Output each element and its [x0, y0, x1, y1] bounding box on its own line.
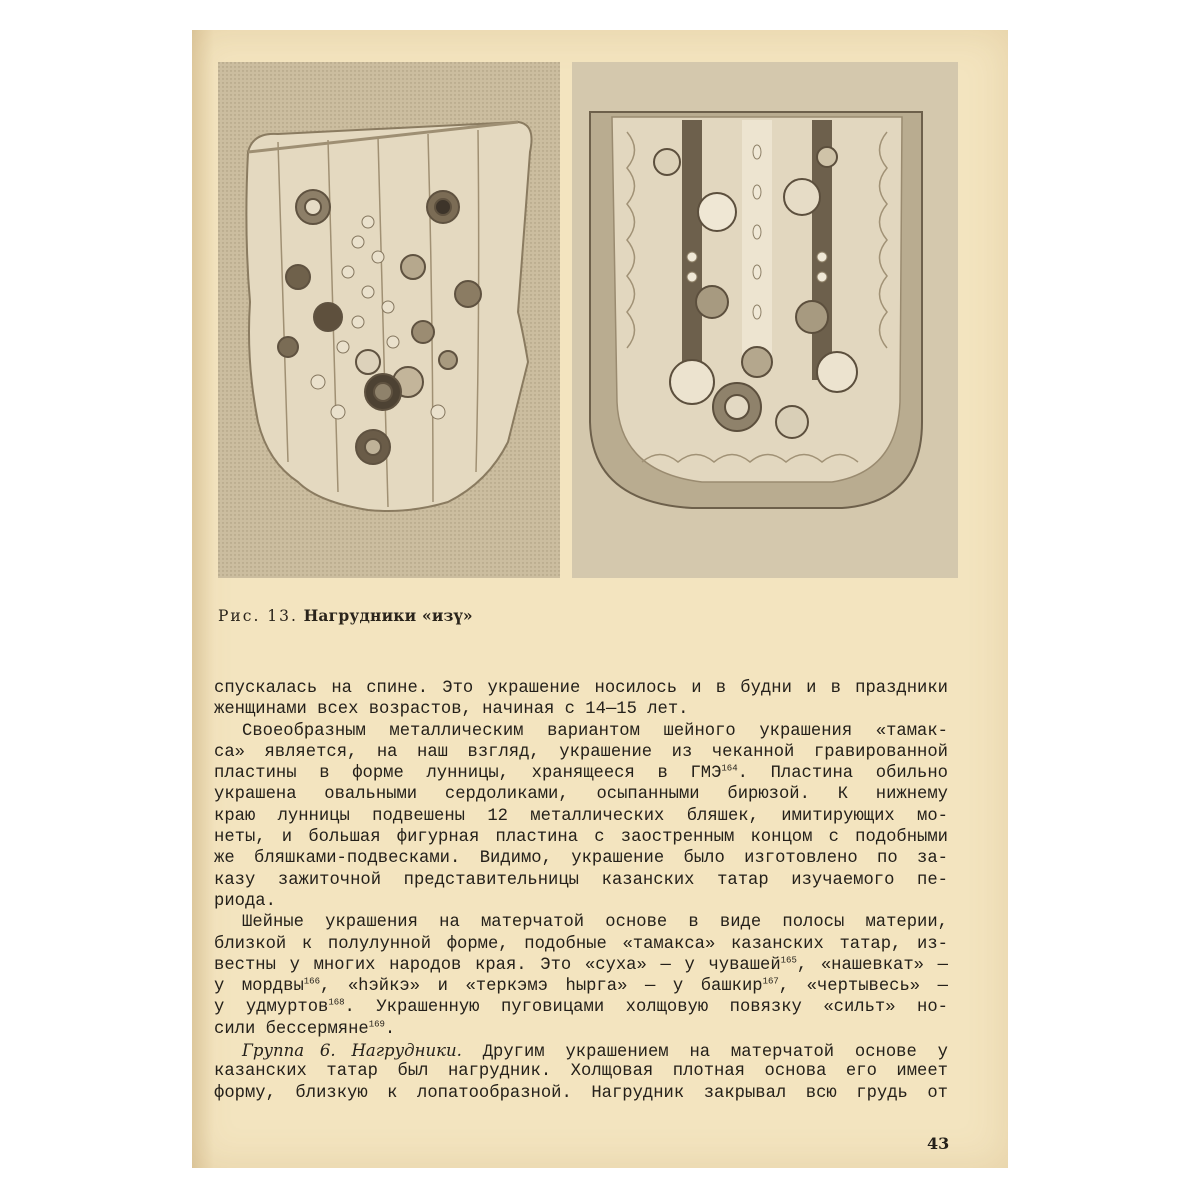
text-line: [214, 827, 948, 848]
text-run: казу зажиточной представительницы казанских татар изучаемого пе-: [214, 870, 948, 890]
text-run: краю лунницы подвешены 12 металлических бляшек, имитирующих мо-: [214, 806, 948, 826]
page-number: 43: [927, 1134, 950, 1153]
text-run: пластины в форме лунницы, хранящееся в ГМЭ: [214, 764, 722, 784]
text-run: . Пластина обильно: [737, 764, 948, 784]
page-edge-shadow: [192, 30, 214, 1168]
text-line: [214, 870, 948, 891]
text-run: .: [384, 1019, 396, 1039]
text-line: [214, 742, 948, 763]
text-line: [214, 1040, 948, 1061]
text-run: , «һэйкэ» и «теркэмэ һырга» — у башкир: [319, 977, 763, 997]
footnote-ref: 166: [303, 976, 320, 987]
text-run: Другим украшением на матерчатой основе у: [461, 1043, 948, 1063]
text-line: [214, 891, 948, 912]
text-line: [214, 784, 948, 805]
text-line: [214, 1019, 948, 1040]
text-run: Шейные украшения на матерчатой основе в виде полосы материи,: [242, 913, 948, 933]
body-text: [214, 678, 948, 1104]
footnote-ref: 167: [762, 976, 779, 987]
footnote-ref: 165: [780, 955, 797, 966]
text-run: спускалась на спине. Это украшение носилось и в будни и в праздники: [214, 679, 948, 698]
text-line: [214, 997, 948, 1018]
breastplate-photo-left: [218, 62, 560, 578]
text-line: [214, 763, 948, 784]
italic-heading: Группа 6. Нагрудники.: [242, 1041, 462, 1061]
footnote-ref: 164: [721, 763, 738, 774]
breastplate-photo-right: [572, 62, 958, 578]
text-run: близкой к полулунной форме, подобные «тамакса» казанских татар, из-: [214, 934, 948, 954]
text-run: , «чертывесь» —: [778, 977, 948, 997]
text-line: [214, 1061, 948, 1082]
text-run: риода.: [214, 891, 276, 911]
footnote-ref: 168: [328, 997, 345, 1008]
text-run: . Украшенную пуговицами холщовую повязку «сильт» но-: [344, 998, 948, 1018]
text-run: у удмуртов: [214, 998, 329, 1018]
text-line: [214, 1083, 948, 1104]
text-run: вестны у многих народов края. Это «суха» — у чувашей: [214, 955, 781, 975]
footnote-ref: 169: [368, 1019, 385, 1030]
text-line: [214, 912, 948, 933]
text-line: [214, 955, 948, 976]
text-run: сили бессермяне: [214, 1019, 369, 1039]
text-line: [214, 934, 948, 955]
text-line: [214, 976, 948, 997]
text-line: [214, 848, 948, 869]
text-run: женщинами всех возрастов, начиная с 14—15 лет.: [214, 700, 689, 720]
figure-caption: [218, 606, 473, 625]
text-run: , «нашевкат» —: [796, 955, 948, 975]
text-run: украшена овальными сердоликами, осыпанными бирюзой. К нижнему: [214, 785, 948, 805]
text-run: неты, и большая фигурная пластина с заостренным концом с подобными: [214, 828, 948, 848]
text-run: са» является, на наш взгляд, украшение из чеканной гравированной: [214, 742, 948, 762]
text-run: же бляшками-подвесками. Видимо, украшение было изготовлено по за-: [214, 849, 948, 869]
figure-caption-lead: Рис. 13.: [218, 607, 298, 625]
text-line: [214, 806, 948, 827]
text-line: [214, 721, 948, 742]
text-run: форму, близкую к лопатообразной. Нагрудник закрывал всю грудь от: [214, 1083, 948, 1103]
figure-caption-title: Нагрудники «изү»: [303, 606, 473, 625]
text-run: казанских татар был нагрудник. Холщовая плотная основа его имеет: [214, 1062, 948, 1082]
text-line: [214, 678, 948, 699]
text-run: Своеобразным металлическим вариантом шейного украшения «тамак-: [242, 721, 948, 741]
text-line: [214, 699, 948, 720]
text-run: у мордвы: [214, 977, 304, 997]
